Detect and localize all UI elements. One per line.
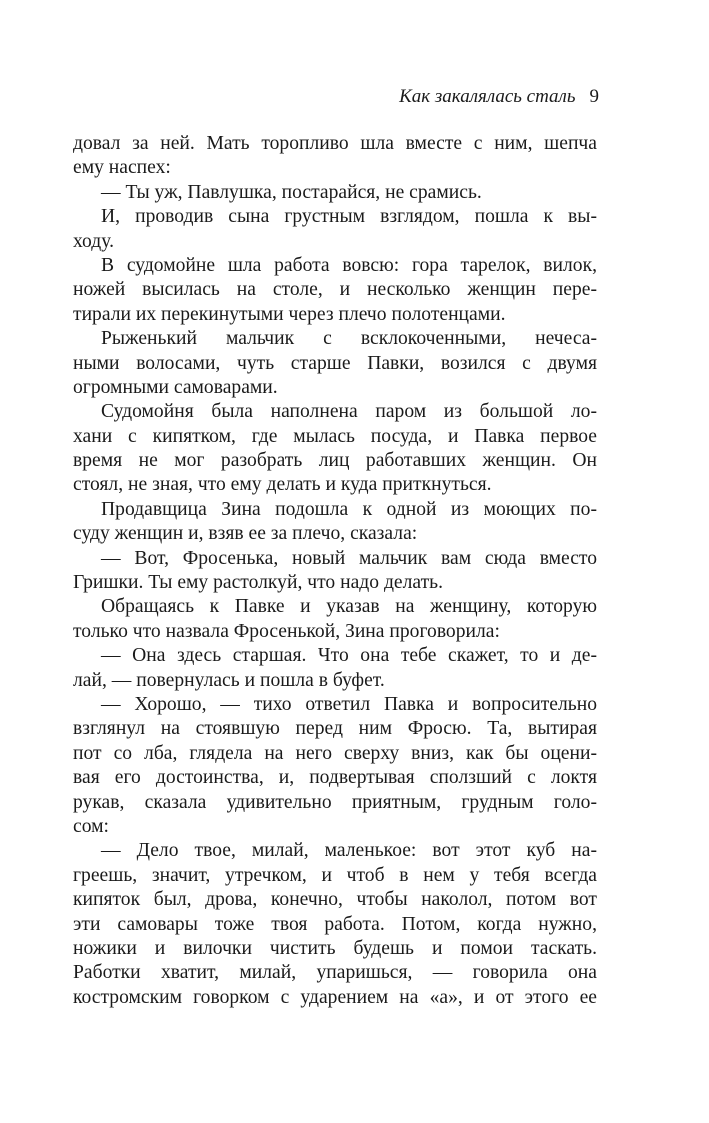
text-line: — Она здесь старшая. Что она тебе скажет, то и де- — [101, 645, 597, 667]
page-number: 9 — [589, 86, 599, 107]
text-line: сом: — [73, 815, 109, 837]
text-line: костромским говорком с ударением на «а», и от этого ее — [73, 986, 597, 1008]
text-line: — Ты уж, Павлушка, постарайся, не срамись. — [101, 181, 482, 203]
text-line: взглянул на стоявшую перед ним Фросю. Та, вытирая — [73, 718, 597, 740]
text-line: — Дело твое, милай, маленькое: вот этот куб на- — [101, 840, 597, 862]
text-line: Судомойня была наполнена паром из большой ло- — [101, 401, 597, 423]
body-text — [73, 132, 597, 1010]
text-line: ему наспех: — [73, 157, 171, 179]
running-header — [399, 86, 599, 108]
running-title: Как закалялась сталь — [399, 86, 576, 107]
text-line: В судомойне шла работа вовсю: гора тарелок, вилок, — [101, 254, 597, 276]
text-line: огромными самоварами. — [73, 376, 278, 398]
text-line: ходу. — [73, 230, 114, 252]
text-line: И, проводив сына грустным взглядом, пошла к вы- — [101, 206, 597, 228]
text-line: ножей высилась на столе, и несколько женщин пере- — [73, 279, 597, 301]
text-line: — Вот, Фросенька, новый мальчик вам сюда вместо — [101, 547, 597, 569]
text-line: ными волосами, чуть старше Павки, возился с двумя — [73, 352, 597, 374]
text-line: лай, — повернулась и пошла в буфет. — [73, 669, 385, 691]
text-line: хани с кипятком, где мылась посуда, и Павка первое — [73, 425, 597, 447]
text-line: Обращаясь к Павке и указав на женщину, которую — [101, 596, 597, 618]
text-line: рукав, сказала удивительно приятным, грудным голо- — [73, 791, 597, 813]
text-line: время не мог разобрать лиц работавших женщин. Он — [73, 450, 597, 472]
text-line: эти самовары тоже твоя работа. Потом, когда нужно, — [73, 913, 597, 935]
text-line: пот со лба, глядела на него сверху вниз, как бы оцени- — [73, 742, 597, 764]
text-line: довал за ней. Мать торопливо шла вместе с ним, шепча — [73, 133, 597, 154]
text-line: Продавщица Зина подошла к одной из моющих по- — [101, 498, 597, 520]
text-line: кипяток был, дрова, конечно, чтобы наколол, потом вот — [73, 889, 597, 911]
text-line: Работки хватит, милай, упаришься, — говорила она — [73, 962, 597, 984]
text-line: Рыженький мальчик с всклокоченными, нечеса- — [101, 328, 597, 350]
text-line: стоял, не зная, что ему делать и куда приткнуться. — [73, 474, 492, 496]
text-line: ножики и вилочки чистить будешь и помои таскать. — [73, 937, 597, 959]
text-line: вая его достоинства, и, подвертывая сползший с локтя — [73, 767, 597, 789]
text-line: суду женщин и, взяв ее за плечо, сказала: — [73, 523, 418, 545]
text-line: — Хорошо, — тихо ответил Павка и вопросительно — [101, 693, 597, 715]
text-line: тирали их перекинутыми через плечо полотенцами. — [73, 303, 506, 325]
text-line: только что назвала Фросенькой, Зина проговорила: — [73, 620, 500, 642]
text-line: греешь, значит, утречком, и чтоб в нем у тебя всегда — [73, 864, 597, 886]
text-line: Гришки. Ты ему растолкуй, что надо делать. — [73, 572, 443, 594]
